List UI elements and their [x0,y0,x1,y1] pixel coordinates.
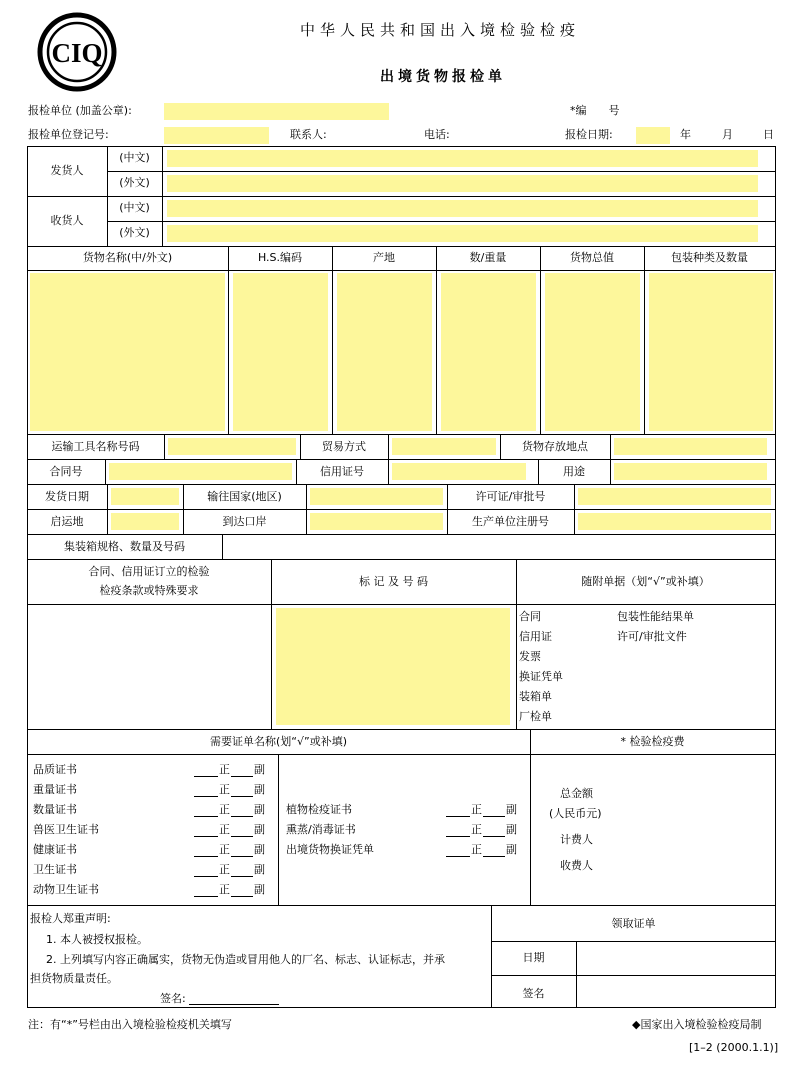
doc-invoice[interactable]: 发票 [519,650,541,663]
total-currency-label: (人民币元) [549,807,602,820]
cert-right-1-copy-count[interactable] [483,836,505,837]
cert-right-0-original-count[interactable] [446,816,470,817]
form-subtitle: 出境货物报检单 [380,69,506,85]
logo-text: CIQ [51,38,103,68]
cert-right-1-original-label: 正 [471,823,482,836]
cert-left-0-label: 品质证书 [33,763,77,776]
goods-header-origin: 产地 [373,251,395,264]
total-amount-label: 总金额 [560,787,593,800]
declarant-sign-line[interactable] [189,1004,279,1005]
cert-left-3-original-label: 正 [219,823,230,836]
trade-label: 贸易方式 [322,440,366,453]
consignor-cn-input[interactable] [167,150,758,167]
cert-left-4-copy-count[interactable] [231,856,253,857]
day-label: 日 [763,128,774,141]
cert-left-5-copy-count[interactable] [231,876,253,877]
doc-packing-result[interactable]: 包装性能结果单 [617,610,694,623]
declaration-item-1: 1. 本人被授权报检。 [46,933,148,946]
arrival-port-label: 到达口岸 [222,515,267,528]
cert-right-0-original-label: 正 [471,803,482,816]
cert-right-2-copy-count[interactable] [483,856,505,857]
marks-label: 标 记 及 号 码 [359,575,428,588]
contract-input[interactable] [109,463,292,480]
doc-contract[interactable]: 合同 [519,610,541,623]
dest-country-input[interactable] [310,488,443,505]
collector-label: 收费人 [560,859,593,872]
docs-label: 随附单据（划“√”或补填） [581,575,710,588]
cert-right-2-original-label: 正 [471,843,482,856]
marks-input[interactable] [276,608,510,725]
cert-right-2-label: 出境货物换证凭单 [286,843,374,856]
cert-left-5-original-label: 正 [219,863,230,876]
doc-packing-list[interactable]: 装箱单 [519,690,552,703]
dest-country-label: 输往国家(地区) [207,490,282,503]
consignee-cn-label: (中文) [119,201,150,214]
contact-label: 联系人: [290,128,327,141]
declarant-sign-label: 签名: [160,992,186,1005]
cert-left-4-label: 健康证书 [33,843,77,856]
cert-left-5-label: 卫生证书 [33,863,77,876]
contract-label: 合同号 [49,465,83,478]
goods-header-packing: 包装种类及数量 [671,251,748,264]
cert-left-4-copy-label: 副 [254,843,265,856]
declaration-item-2a: 2. 上列填写内容正确属实，货物无伪造或冒用他人的厂名、标志、认证标志，并承 [46,953,445,966]
lc-label: 信用证号 [320,465,364,478]
origin-place-input[interactable] [111,513,179,530]
cert-left-0-original-count[interactable] [194,776,218,777]
usage-input[interactable] [614,463,767,480]
consignor-cn-label: (中文) [119,151,150,164]
doc-permit-file[interactable]: 许可/审批文件 [617,630,687,643]
cert-left-3-copy-label: 副 [254,823,265,836]
consignor-foreign-input[interactable] [167,175,758,192]
cert-left-6-original-count[interactable] [194,896,218,897]
declaration-item-2b: 担货物质量责任。 [30,972,118,985]
fee-header: * 检验检疫费 [620,735,685,748]
cert-left-6-original-label: 正 [219,883,230,896]
ciq-logo [37,12,117,92]
origin-place-label: 启运地 [50,515,84,528]
number-label: *编 号 [570,104,620,117]
consignee-cn-input[interactable] [167,200,758,217]
cert-left-4-original-count[interactable] [194,856,218,857]
receive-docs-label: 领取证单 [611,917,656,930]
usage-label: 用途 [563,465,585,478]
cert-left-1-copy-label: 副 [254,783,265,796]
cert-left-0-original-label: 正 [219,763,230,776]
footer-authority: ◆国家出入境检验检疫局制 [632,1018,762,1031]
month-label: 月 [722,128,733,141]
doc-factory-check[interactable]: 厂检单 [519,710,552,723]
goods-header-value: 货物总值 [570,251,614,264]
declaration-title: 报检人郑重声明: [30,912,111,925]
cert-left-0-copy-count[interactable] [231,776,253,777]
goods-packing-input[interactable] [649,273,773,431]
lc-input[interactable] [392,463,526,480]
cert-left-1-label: 重量证书 [33,783,77,796]
unit-input[interactable] [164,103,389,120]
consignee-foreign-input[interactable] [167,225,758,242]
storage-label: 货物存放地点 [522,440,588,453]
consignee-label: 收货人 [50,214,84,227]
cert-left-5-copy-label: 副 [254,863,265,876]
year-label: 年 [680,128,691,141]
vehicle-label: 运输工具名称号码 [51,440,140,453]
cert-left-2-label: 数量证书 [33,803,77,816]
cert-left-6-copy-label: 副 [254,883,265,896]
goods-origin-input[interactable] [337,273,432,431]
cert-right-1-copy-label: 副 [506,823,517,836]
cert-left-0-copy-label: 副 [254,763,265,776]
goods-header-hs: H.S.编码 [257,251,303,264]
goods-hs-input[interactable] [233,273,328,431]
cert-left-5-original-count[interactable] [194,876,218,877]
cert-left-3-original-count[interactable] [194,836,218,837]
cert-right-2-copy-label: 副 [506,843,517,856]
goods-header-name: 货物名称(中/外文) [82,251,173,264]
cert-left-4-original-label: 正 [219,843,230,856]
goods-header-qty: 数/重量 [469,251,507,264]
storage-input[interactable] [614,438,767,455]
date-input[interactable] [636,127,670,144]
cert-left-2-copy-label: 副 [254,803,265,816]
goods-qty-input[interactable] [441,273,536,431]
goods-value-input[interactable] [545,273,640,431]
cert-right-0-copy-count[interactable] [483,816,505,817]
cert-right-2-original-count[interactable] [446,856,470,857]
permit-label: 许可证/审批号 [475,490,546,503]
cert-right-0-copy-label: 副 [506,803,517,816]
cert-left-3-label: 兽医卫生证书 [33,823,99,836]
ship-date-input[interactable] [111,488,179,505]
cert-right-1-original-count[interactable] [446,836,470,837]
ship-date-label: 发货日期 [45,490,89,503]
cert-left-2-copy-count[interactable] [231,816,253,817]
cert-right-0-label: 植物检疫证书 [286,803,352,816]
cert-left-6-label: 动物卫生证书 [33,883,99,896]
doc-lc[interactable]: 信用证 [519,630,552,643]
cert-left-1-copy-count[interactable] [231,796,253,797]
reg-label: 报检单位登记号: [28,128,109,141]
arrival-port-input[interactable] [310,513,443,530]
requirements-label-1: 合同、信用证订立的检验 [88,565,210,578]
consignor-label: 发货人 [50,164,84,177]
cert-left-3-copy-count[interactable] [231,836,253,837]
receive-date-label: 日期 [522,951,545,964]
unit-label: 报检单位 (加盖公章): [28,104,132,117]
goods-name-input[interactable] [30,273,225,431]
footer-note: 注：有“*”号栏由出入境检验检疫机关填写 [28,1018,232,1031]
cert-left-2-original-label: 正 [219,803,230,816]
producer-reg-label: 生产单位注册号 [472,515,549,528]
cert-left-6-copy-count[interactable] [231,896,253,897]
date-label: 报检日期: [565,128,613,141]
trade-input[interactable] [392,438,496,455]
fee-person-label: 计费人 [560,833,593,846]
receive-sign-label: 签名 [522,987,545,1000]
cert-right-1-label: 熏蒸/消毒证书 [286,823,356,836]
cert-left-1-original-label: 正 [219,783,230,796]
requirements-label-2: 检疫条款或特殊要求 [99,584,199,597]
doc-exchange[interactable]: 换证凭单 [519,670,563,683]
cert-left-2-original-count[interactable] [194,816,218,817]
reg-input[interactable] [164,127,269,144]
footer-version: [1–2 (2000.1.1)] [689,1041,779,1054]
container-label: 集装箱规格、数量及号码 [64,540,185,553]
form-title: 中华人民共和国出入境检验检疫 [300,21,581,39]
vehicle-input[interactable] [168,438,296,455]
phone-label: 电话: [424,128,450,141]
producer-reg-input[interactable] [578,513,771,530]
certs-header: 需要证单名称(划“√”或补填) [210,735,347,748]
permit-input[interactable] [578,488,771,505]
consignor-foreign-label: (外文) [119,176,150,189]
cert-left-1-original-count[interactable] [194,796,218,797]
consignee-foreign-label: (外文) [119,226,150,239]
